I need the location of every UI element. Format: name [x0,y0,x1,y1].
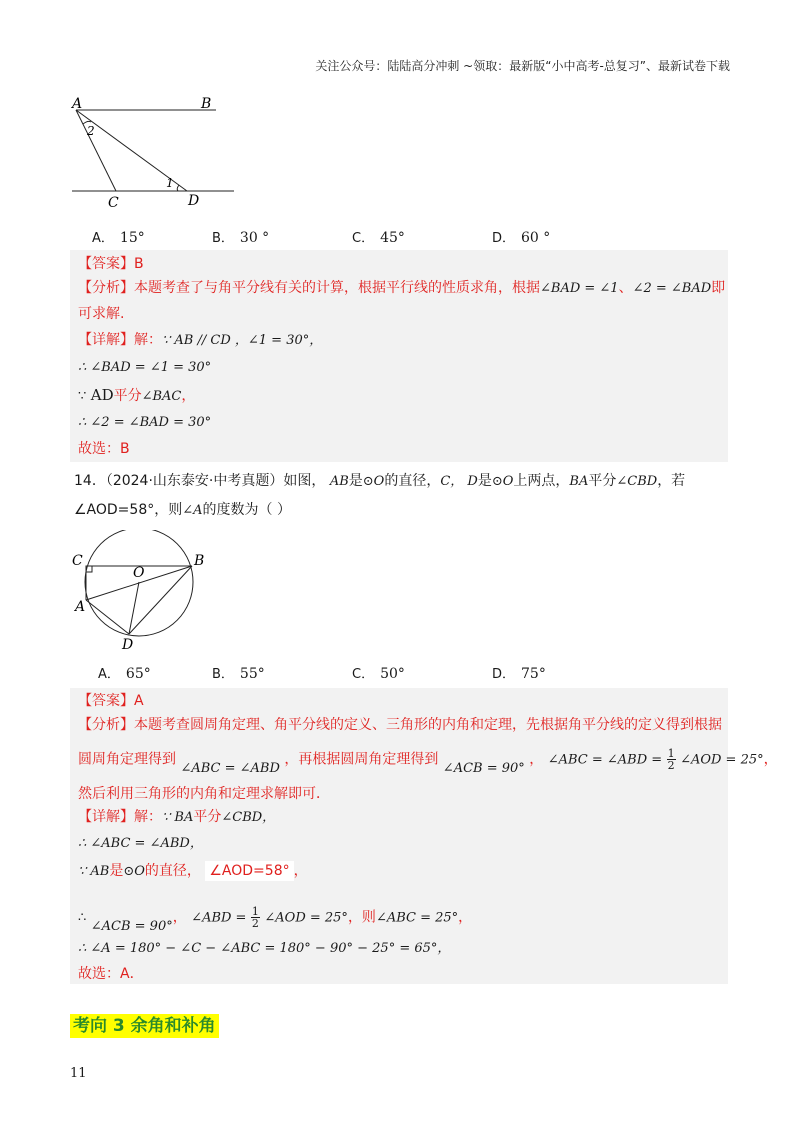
segment-ad [86,600,129,634]
q13-answer: 【答案】B [78,256,144,272]
q13-figure [66,92,246,212]
label-angle-2: 2 [87,124,95,138]
q13-option-d: D． 60 ° [492,230,551,246]
q14-detail-line4: ∴ ∠ACB = 90°， ∠ABD = $\frac{1}{2}$ ∠AOD = 25°，则∠ABC = 25°， [78,905,473,934]
label-c: C [108,195,119,211]
label-c: C [72,553,83,569]
label-o: O [133,565,145,581]
q14-detail-line3: ∵ AB是⊙O的直径， ∠AOD=58° ， [78,863,308,879]
q14-detail-line5: ∴ ∠A = 180° − ∠C − ∠ABC = 180° − 90° − 25° = 65°， [78,941,451,956]
label-angle-1: 1 [166,176,174,190]
q13-detail-line5: 故选：B [78,441,130,457]
label-b: B [194,553,205,569]
label-d: D [122,637,134,653]
q14-question-line2: ∠AOD=58°，则∠A的度数为（ ） [74,502,291,518]
q14-analysis-line1: 【分析】本题考查圆周角定理、角平分线的定义、三角形的内角和定理，先根据角平分线的定义得到根据 [78,717,722,733]
q13-option-c: C． 45° [352,230,405,246]
angle-1-arc [177,185,179,191]
q13-solution-box [70,250,728,462]
q13-detail-line2: ∴ ∠BAD = ∠1 = 30° [78,360,212,375]
q14-option-c: C． 50° [352,666,405,682]
q14-answer: 【答案】A [78,693,144,709]
label-a: A [72,96,83,112]
q13-detail-line1: 【详解】解：∵ AB // CD ，∠1 = 30°， [78,332,323,348]
q14-analysis-line2: 圆周角定理得到 ∠ABC = ∠ABD ，再根据圆周角定理得到 ∠ACB = 90° ， ∠ABC = ∠ABD = $\frac{1}{2}$ ∠AOD = 25°， [78,747,778,776]
q14-solution-box [70,688,778,984]
q14-analysis-line3: 然后利用三角形的内角和定理求解即可． [78,786,330,802]
q14-option-d: D． 75° [492,666,546,682]
q14-detail-line2: ∴ ∠ABC = ∠ABD， [78,836,203,851]
label-b: B [201,96,212,112]
q14-option-a: A． 65° [98,666,151,682]
q14-detail-line1: 【详解】解：∵ BA平分∠CBD， [78,809,276,825]
section-title: 考向 3 余角和补角 [70,1014,219,1038]
q14-detail-line6: 故选：A． [78,966,144,982]
page-header: 关注公众号：陆陆高分冲刺 ~领取：最新版“小中高考-总复习”、最新试卷下载 [315,59,730,73]
page-number: 11 [70,1066,87,1081]
segment-od [129,582,139,634]
q14-figure [66,530,216,655]
q13-analysis-line2: 可求解. [78,306,125,322]
label-a: A [75,599,86,615]
q13-option-b: B． 30 ° [212,230,270,246]
q14-option-b: B． 55° [212,666,265,682]
label-d: D [188,193,200,209]
q13-option-a: A． 15° [92,230,145,246]
q14-question-line1: 14．（2024·山东泰安·中考真题）如图， AB是⊙O的直径，C， D是⊙O上两点，BA平分∠CBD，若 [74,473,686,489]
q13-analysis-line1: 【分析】本题考查了与角平分线有关的计算，根据平行线的性质求角，根据∠BAD = ∠1、∠2 = ∠BAD即 [78,280,726,296]
q13-detail-line3: ∵ AD平分∠BAC， [78,386,196,404]
q13-detail-line4: ∴ ∠2 = ∠BAD = 30° [78,415,212,430]
segment-ac [76,110,116,191]
